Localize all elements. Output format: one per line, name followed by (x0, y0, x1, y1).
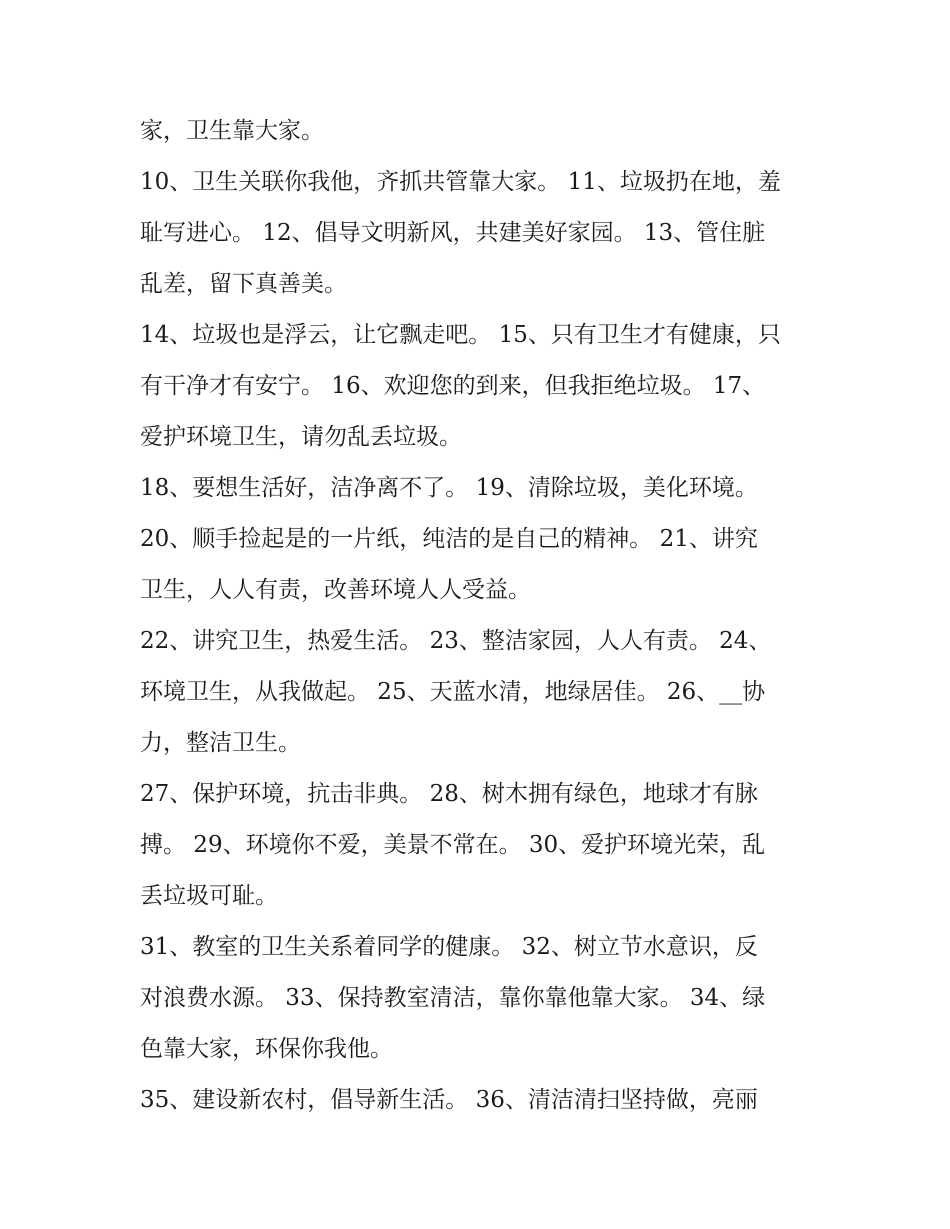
text-line: 14、垃圾也是浮云，让它飘走吧。 15、只有卫生才有健康，只 (140, 322, 781, 348)
text-line: 27、保护环境，抗击非典。 28、树木拥有绿色，地球才有脉 (140, 781, 758, 807)
text-line: 有干净才有安宁。 16、欢迎您的到来，但我拒绝垃圾。 17、 (140, 373, 766, 399)
text-line: 31、教室的卫生关系着同学的健康。 32、树立节水意识，反 (140, 934, 758, 960)
text-line: 力，整洁卫生。 (140, 730, 301, 756)
text-line: 环境卫生，从我做起。 25、天蓝水清，地绿居佳。 26、__协 (140, 679, 766, 705)
text-line: 卫生，人人有责，改善环境人人受益。 (140, 577, 531, 603)
text-line: 乱差，留下真善美。 (140, 271, 347, 297)
text-line: 35、建设新农村，倡导新生活。 36、清洁清扫坚持做，亮丽 (140, 1087, 758, 1113)
text-line: 丢垃圾可耻。 (140, 883, 278, 909)
text-line: 对浪费水源。 33、保持教室清洁，靠你靠他靠大家。 34、绿 (140, 985, 766, 1011)
text-line: 22、讲究卫生，热爱生活。 23、整洁家园，人人有责。 24、 (140, 628, 772, 654)
text-line: 色靠大家，环保你我他。 (140, 1036, 393, 1062)
text-line: 20、顺手捡起是的一片纸，纯洁的是自己的精神。 21、讲究 (140, 526, 758, 552)
document-body (140, 106, 820, 1126)
text-line: 爱护环境卫生，请勿乱丢垃圾。 (140, 424, 462, 450)
text-line: 家，卫生靠大家。 (140, 118, 324, 144)
text-line: 耻写进心。 12、倡导文明新风，共建美好家园。 13、管住脏 (140, 220, 766, 246)
text-line: 10、卫生关联你我他，齐抓共管靠大家。 11、垃圾扔在地，羞 (140, 169, 781, 195)
text-line: 18、要想生活好，洁净离不了。 19、清除垃圾，美化环境。 (140, 475, 758, 501)
text-line: 搏。 29、环境你不爱，美景不常在。 30、爱护环境光荣，乱 (140, 832, 766, 858)
